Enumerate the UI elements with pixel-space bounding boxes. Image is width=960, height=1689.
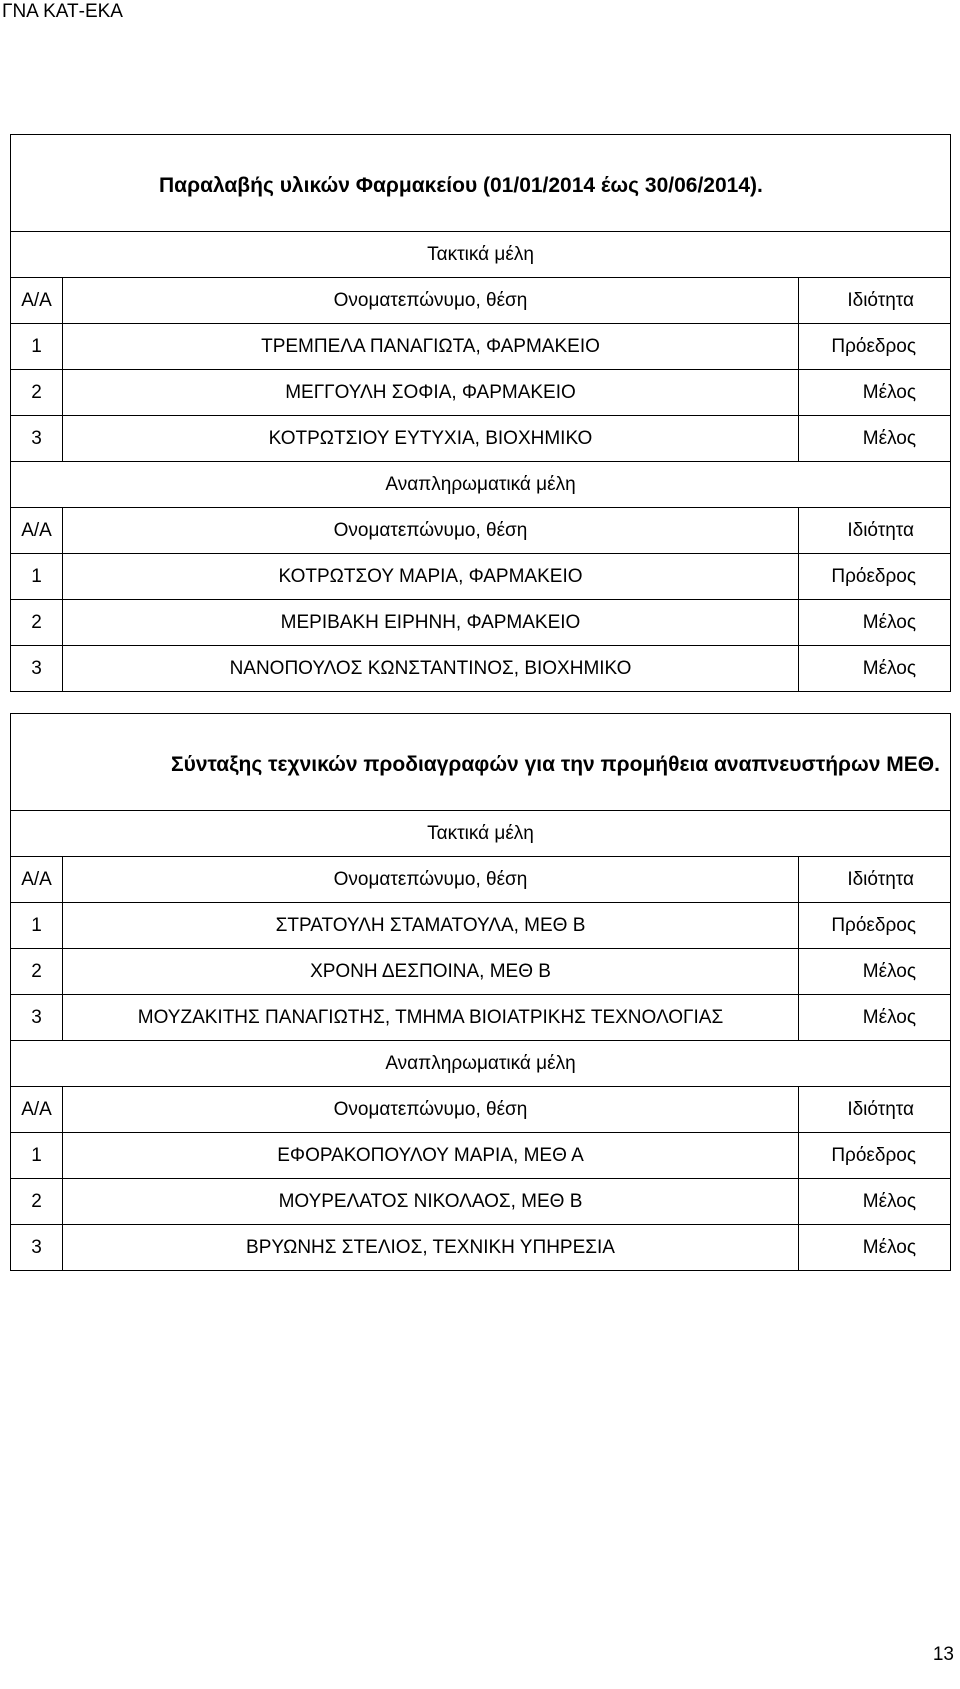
row-number: 1 <box>11 554 63 600</box>
col-header-aa: Α/Α <box>11 1087 63 1133</box>
row-number: 2 <box>11 600 63 646</box>
header-row <box>11 508 951 554</box>
col-header-aa: Α/Α <box>11 508 63 554</box>
group-label: Αναπληρωματικά μέλη <box>11 462 951 508</box>
member-name: ΜΟΥΡΕΛΑΤΟΣ ΝΙΚΟΛΑΟΣ, ΜΕΘ Β <box>63 1179 799 1225</box>
member-name: ΝΑΝΟΠΟΥΛΟΣ ΚΩΝΣΤΑΝΤΙΝΟΣ, ΒΙΟΧΗΜΙΚΟ <box>63 646 799 692</box>
member-role: Μέλος <box>799 370 951 416</box>
col-header-name: Ονοματεπώνυμο, θέση <box>63 508 799 554</box>
group-label: Τακτικά μέλη <box>11 232 951 278</box>
member-role: Μέλος <box>799 416 951 462</box>
col-header-role: Ιδιότητα <box>799 857 951 903</box>
member-role: Μέλος <box>799 646 951 692</box>
member-name: ΜΕΓΓΟΥΛΗ ΣΟΦΙΑ, ΦΑΡΜΑΚΕΙΟ <box>63 370 799 416</box>
table-row <box>11 1133 951 1179</box>
row-number: 3 <box>11 995 63 1041</box>
member-role: Μέλος <box>799 600 951 646</box>
table-row <box>11 554 951 600</box>
committee-title: Παραλαβής υλικών Φαρμακείου (01/01/2014 έως 30/06/2014). <box>11 135 951 232</box>
member-name: ΜΟΥΖΑΚΙΤΗΣ ΠΑΝΑΓΙΩΤΗΣ, ΤΜΗΜΑ ΒΙΟΙΑΤΡΙΚΗΣ ΤΕΧΝΟΛΟΓΙΑΣ <box>63 995 799 1041</box>
table-row <box>11 324 951 370</box>
col-header-aa: Α/Α <box>11 857 63 903</box>
member-role: Πρόεδρος <box>799 1133 951 1179</box>
member-role: Μέλος <box>799 995 951 1041</box>
group-row <box>11 232 951 278</box>
table-row <box>11 600 951 646</box>
group-row <box>11 462 951 508</box>
group-row <box>11 1041 951 1087</box>
member-name: ΧΡΟΝΗ ΔΕΣΠΟΙΝΑ, ΜΕΘ Β <box>63 949 799 995</box>
row-number: 3 <box>11 416 63 462</box>
page-header: ΓΝΑ ΚΑΤ-ΕΚΑ <box>2 1 123 22</box>
member-name: ΜΕΡΙΒΑΚΗ ΕΙΡΗΝΗ, ΦΑΡΜΑΚΕΙΟ <box>63 600 799 646</box>
member-role: Πρόεδρος <box>799 903 951 949</box>
member-name: ΕΦΟΡΑΚΟΠΟΥΛΟΥ ΜΑΡΙΑ, ΜΕΘ Α <box>63 1133 799 1179</box>
member-name: ΒΡΥΩΝΗΣ ΣΤΕΛΙΟΣ, ΤΕΧΝΙΚΗ ΥΠΗΡΕΣΙΑ <box>63 1225 799 1271</box>
group-label: Αναπληρωματικά μέλη <box>11 1041 951 1087</box>
col-header-role: Ιδιότητα <box>799 1087 951 1133</box>
header-row <box>11 278 951 324</box>
table-row <box>11 416 951 462</box>
group-row <box>11 811 951 857</box>
row-number: 2 <box>11 370 63 416</box>
row-number: 2 <box>11 1179 63 1225</box>
member-name: ΤΡΕΜΠΕΛΑ ΠΑΝΑΓΙΩΤΑ, ΦΑΡΜΑΚΕΙΟ <box>63 324 799 370</box>
col-header-name: Ονοματεπώνυμο, θέση <box>63 278 799 324</box>
row-number: 1 <box>11 324 63 370</box>
table-row <box>11 1179 951 1225</box>
table-row <box>11 646 951 692</box>
committee-title-row <box>11 135 951 232</box>
col-header-name: Ονοματεπώνυμο, θέση <box>63 857 799 903</box>
col-header-aa: Α/Α <box>11 278 63 324</box>
col-header-role: Ιδιότητα <box>799 508 951 554</box>
committee-table <box>10 713 951 1271</box>
table-row <box>11 370 951 416</box>
committee-title: Σύνταξης τεχνικών προδιαγραφών για την προμήθεια αναπνευστήρων ΜΕΘ. <box>11 714 951 811</box>
table-row <box>11 903 951 949</box>
member-role: Μέλος <box>799 1225 951 1271</box>
member-role: Μέλος <box>799 1179 951 1225</box>
member-role: Πρόεδρος <box>799 554 951 600</box>
col-header-name: Ονοματεπώνυμο, θέση <box>63 1087 799 1133</box>
committee-title-row <box>11 714 951 811</box>
group-label: Τακτικά μέλη <box>11 811 951 857</box>
row-number: 1 <box>11 1133 63 1179</box>
col-header-role: Ιδιότητα <box>799 278 951 324</box>
header-row <box>11 1087 951 1133</box>
row-number: 2 <box>11 949 63 995</box>
table-row <box>11 1225 951 1271</box>
row-number: 3 <box>11 646 63 692</box>
header-row <box>11 857 951 903</box>
table-row <box>11 995 951 1041</box>
member-name: ΚΟΤΡΩΤΣΙΟΥ ΕΥΤΥΧΙΑ, ΒΙΟΧΗΜΙΚΟ <box>63 416 799 462</box>
member-name: ΣΤΡΑΤΟΥΛΗ ΣΤΑΜΑΤΟΥΛΑ, ΜΕΘ Β <box>63 903 799 949</box>
row-number: 3 <box>11 1225 63 1271</box>
committee-table <box>10 134 951 692</box>
member-role: Μέλος <box>799 949 951 995</box>
member-role: Πρόεδρος <box>799 324 951 370</box>
row-number: 1 <box>11 903 63 949</box>
page-number: 13 <box>932 1644 954 1665</box>
table-row <box>11 949 951 995</box>
member-name: ΚΟΤΡΩΤΣΟΥ ΜΑΡΙΑ, ΦΑΡΜΑΚΕΙΟ <box>63 554 799 600</box>
